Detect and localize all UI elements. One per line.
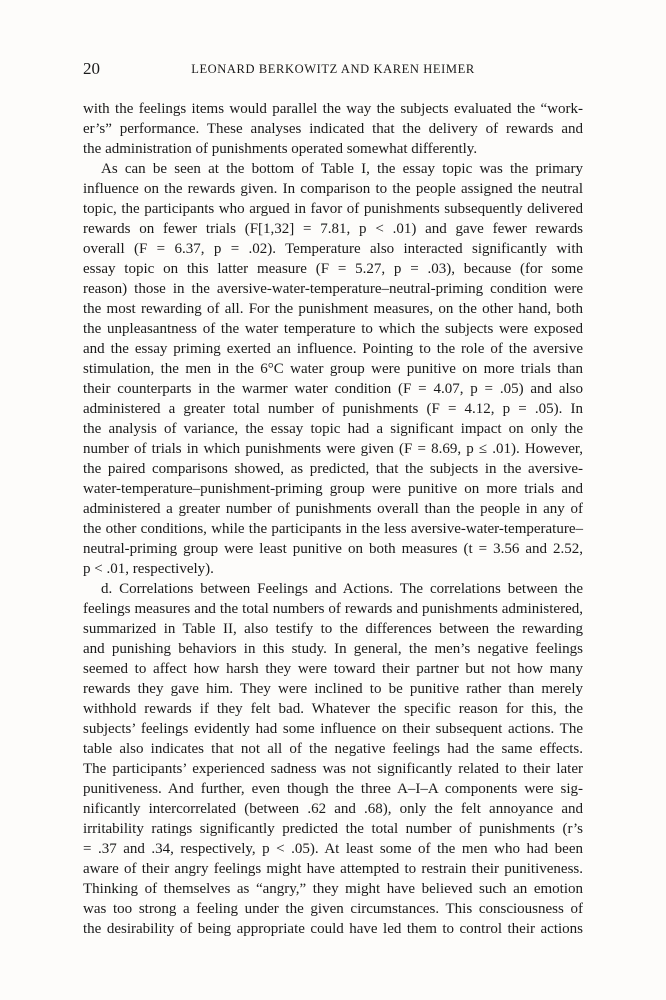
text-line: feelings measures and the total numbers of rewards and punishments administered, [83,601,583,617]
text-line: withhold rewards if they felt bad. Whatever the specific reason for this, the [83,701,583,717]
text-line: topic, the participants who argued in favor of punishments subsequently delivered [83,201,583,217]
text-line: and punishing behaviors in this study. In general, the men’s negative feelings [83,641,583,657]
text-line: and the essay priming exerted an influence. Pointing to the role of the aversive [83,341,583,357]
text-line: essay topic on this latter measure (F = 5.27, p = .03), because (for some [83,261,583,277]
paragraph-first-line: As can be seen at the bottom of Table I, the essay topic was the primary [101,161,583,177]
text-line: their counterparts in the warmer water condition (F = 4.07, p = .05) and also [83,381,583,397]
text-line: seemed to affect how harsh they were toward their partner but not how many [83,661,583,677]
text-line: aware of their angry feelings might have attempted to restrain their punitiveness. [83,861,583,877]
text-line: rewards they gave him. They were inclined to be punitive rather than merely [83,681,583,697]
text-line: number of trials in which punishments were given (F = 8.69, p ≤ .01). However, [83,441,583,457]
text-line: er’s” performance. These analyses indicated that the delivery of rewards and [83,121,583,137]
text-line: the unpleasantness of the water temperature to which the subjects were exposed [83,321,583,337]
text-line: = .37 and .34, respectively, p < .05). At least some of the men who had been [83,841,583,857]
text-line: Thinking of themselves as “angry,” they might have believed such an emotion [83,881,583,897]
section-heading-line: d. Correlations between Feelings and Actions. The correlations between the [101,581,583,597]
text-line: was too strong a feeling under the given circumstances. This consciousness of [83,901,583,917]
text-line: neutral-priming group were least punitive on both measures (t = 3.56 and 2.52, [83,541,583,557]
text-line: nificantly intercorrelated (between .62 and .68), only the felt annoyance and [83,801,583,817]
text-line: the desirability of being appropriate could have led them to control their actions [83,921,583,937]
text-line: with the feelings items would parallel the way the subjects evaluated the “work- [83,101,583,117]
running-head [83,58,583,80]
text-line: the analysis of variance, the essay topic had a significant impact on only the [83,421,583,437]
text-line: the paired comparisons showed, as predicted, that the subjects in the aversive- [83,461,583,477]
text-line: irritability ratings significantly predicted the total number of punishments (r’s [83,821,583,837]
text-line: the administration of punishments operated somewhat differently. [83,141,478,157]
text-line: p < .01, respectively). [83,561,214,577]
text-line: the other conditions, while the participants in the less aversive-water-temperature– [83,521,583,537]
text-line: subjects’ feelings evidently had some influence on their subsequent actions. The [83,721,583,737]
text-line: summarized in Table II, also testify to the differences between the rewarding [83,621,583,637]
text-line: reason) those in the aversive-water-temperature–neutral-priming condition were [83,281,583,297]
text-line: administered a greater number of punishments overall than the people in any of [83,501,583,517]
text-line: administered a greater total number of punishments (F = 4.12, p = .05). In [83,401,583,417]
text-line: influence on the rewards given. In comparison to the people assigned the neutral [83,181,583,197]
running-title: LEONARD BERKOWITZ AND KAREN HEIMER [191,62,475,76]
text-line: overall (F = 6.37, p = .02). Temperature also interacted significantly with [83,241,583,257]
text-line: The participants’ experienced sadness was not significantly related to their later [83,761,583,777]
body-text [83,99,583,939]
text-line: stimulation, the men in the 6°C water group were punitive on more trials than [83,361,583,377]
text-line: the most rewarding of all. For the punishment measures, on the other hand, both [83,301,583,317]
text-line: table also indicates that not all of the negative feelings had the same effects. [83,741,583,757]
text-line: rewards on fewer trials (F[1,32] = 7.81, p < .01) and gave fewer rewards [83,221,583,237]
page-number: 20 [83,59,100,78]
text-line: water-temperature–punishment-priming group were punitive on more trials and [83,481,583,497]
text-line: punitiveness. And further, even though the three A–I–A components were sig- [83,781,583,797]
